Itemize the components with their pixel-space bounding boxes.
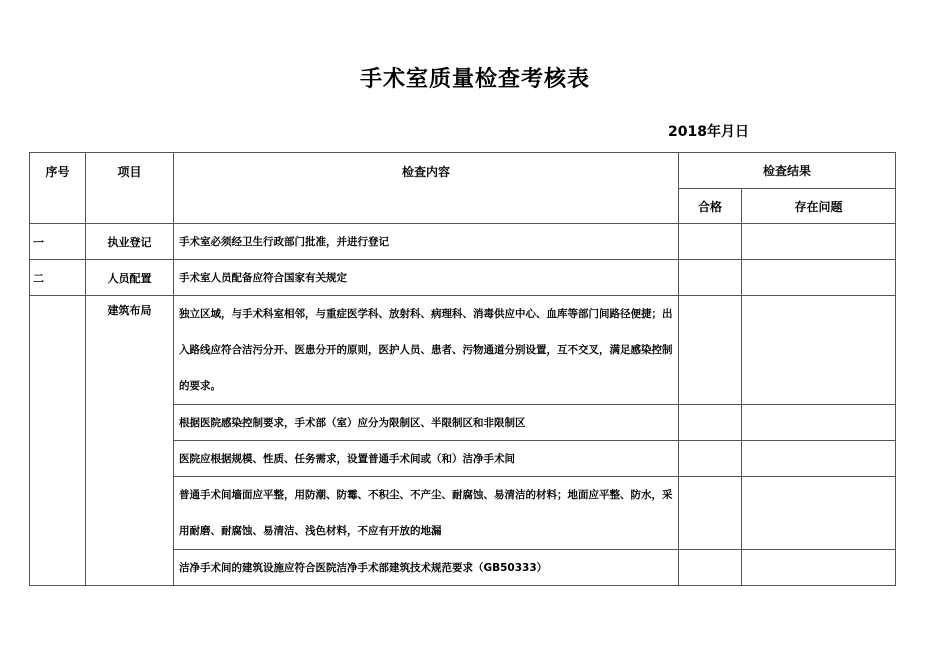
header-result: 检查结果	[679, 153, 896, 189]
row-content: 医院应根据规模、性质、任务需求，设置普通手术间或（和）洁净手术间	[174, 441, 679, 477]
pass-cell[interactable]	[679, 405, 742, 441]
problem-cell[interactable]	[742, 477, 896, 550]
pass-cell[interactable]	[679, 550, 742, 586]
header-item: 项目	[86, 153, 174, 224]
row-content: 独立区域，与手术科室相邻，与重症医学科、放射科、病理科、消毒供应中心、血库等部门间路径便捷；出入路线应符合洁污分开、医患分开的原则，医护人员、患者、污物通道分别设置，互不交叉，满足感染控制的要求。	[174, 296, 679, 405]
header-content: 检查内容	[174, 153, 679, 224]
row-seq	[30, 296, 86, 586]
pass-cell[interactable]	[679, 296, 742, 405]
row-seq: 一	[30, 224, 86, 260]
table-row	[30, 260, 896, 296]
header-problem: 存在问题	[742, 189, 896, 224]
problem-cell[interactable]	[742, 260, 896, 296]
problem-cell[interactable]	[742, 441, 896, 477]
problem-cell[interactable]	[742, 550, 896, 586]
problem-cell[interactable]	[742, 405, 896, 441]
document-date: 2018年月日	[668, 124, 749, 140]
row-seq: 二	[30, 260, 86, 296]
table-row	[30, 296, 896, 405]
problem-cell[interactable]	[742, 296, 896, 405]
pass-cell[interactable]	[679, 260, 742, 296]
row-content: 手术室人员配备应符合国家有关规定	[174, 260, 679, 296]
header-pass: 合格	[679, 189, 742, 224]
document-title: 手术室质量检查考核表	[359, 67, 590, 92]
inspection-table	[29, 152, 896, 586]
problem-cell[interactable]	[742, 224, 896, 260]
row-item: 建筑布局	[86, 296, 174, 586]
pass-cell[interactable]	[679, 477, 742, 550]
table-row	[30, 224, 896, 260]
pass-cell[interactable]	[679, 224, 742, 260]
row-content: 手术室必须经卫生行政部门批准，并进行登记	[174, 224, 679, 260]
row-content: 根据医院感染控制要求，手术部（室）应分为限制区、半限制区和非限制区	[174, 405, 679, 441]
pass-cell[interactable]	[679, 441, 742, 477]
row-content: 普通手术间墙面应平整，用防潮、防霉、不积尘、不产尘、耐腐蚀、易清洁的材料；地面应平整、防水，采用耐磨、耐腐蚀、易清洁、浅色材料，不应有开放的地漏	[174, 477, 679, 550]
row-content: 洁净手术间的建筑设施应符合医院洁净手术部建筑技术规范要求（GB50333）	[174, 550, 679, 586]
row-item: 人员配置	[86, 260, 174, 296]
row-item: 执业登记	[86, 224, 174, 260]
header-seq: 序号	[30, 153, 86, 224]
